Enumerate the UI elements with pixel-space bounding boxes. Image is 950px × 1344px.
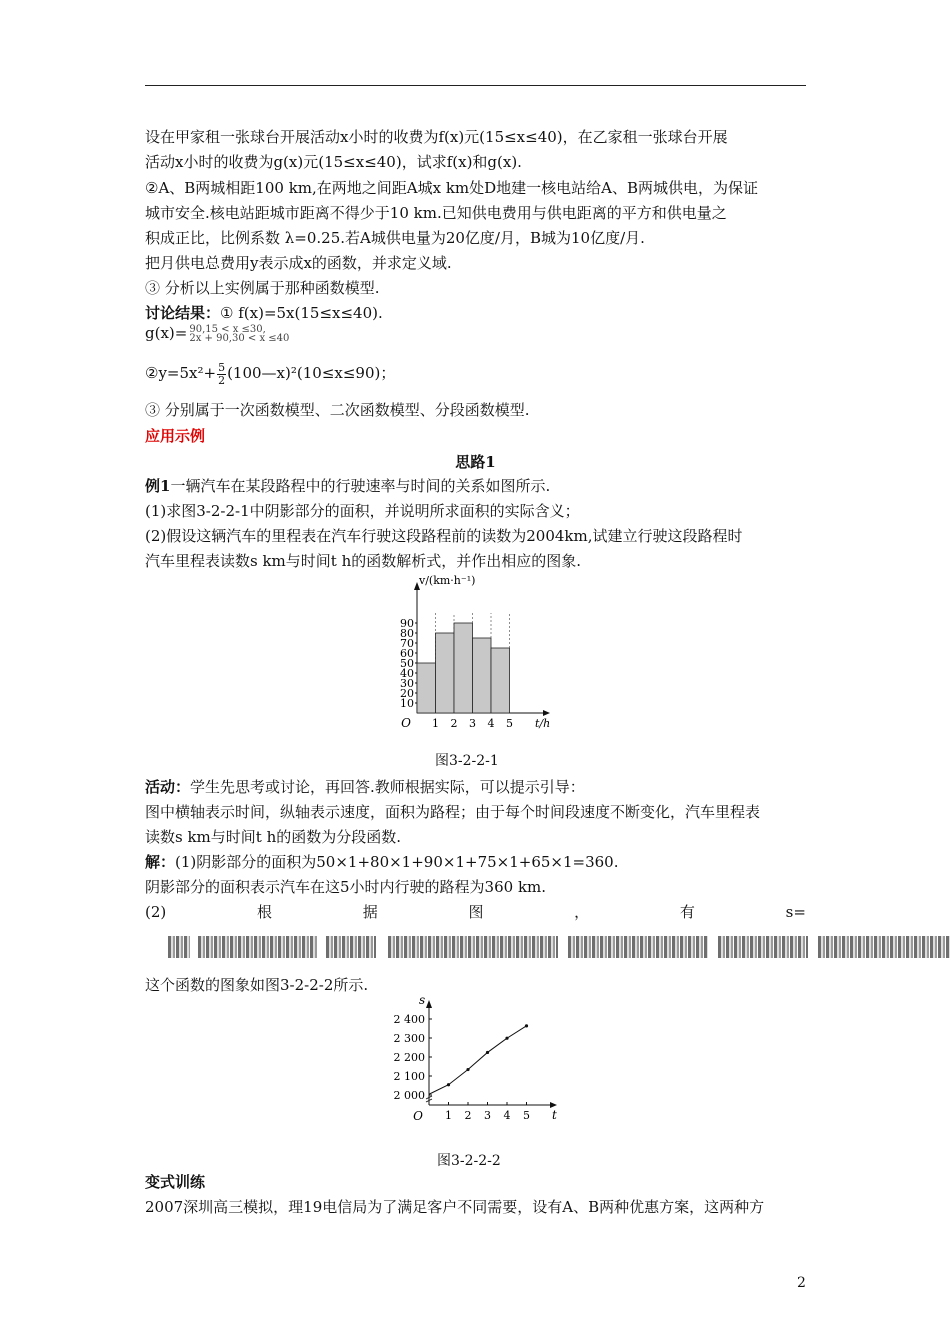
example-text: 一辆汽车在某段路程中的行驶速率与时间的关系如图所示. (170, 477, 551, 495)
solution (145, 852, 806, 872)
page-number: 2 (797, 1275, 806, 1291)
bar (491, 648, 510, 713)
speed-bar-chart (388, 572, 563, 732)
word: s= (785, 903, 806, 921)
text-line: 读数s km与时间t h的函数为分段函数. (145, 828, 402, 846)
g-prefix: g(x)= (145, 324, 188, 342)
data-point (447, 1083, 450, 1086)
spread-line (145, 902, 806, 922)
y-tick-label: 80 (400, 627, 414, 640)
word: 据 (362, 903, 378, 921)
text-line: 这个函数的图象如图3-2-2-2所示. (145, 976, 369, 994)
y-axis-label: v/(km·h⁻¹) (419, 574, 476, 587)
y-tick-label: 2 300 (393, 1032, 425, 1045)
piecewise-brace (189, 325, 289, 343)
y-tick-label: 30 (400, 677, 414, 690)
x-axis-arrow (543, 710, 550, 716)
origin-label: O (401, 716, 411, 730)
word: ， (574, 903, 590, 921)
section-heading: 应用示例 (145, 427, 206, 445)
y-tick-label: 60 (400, 647, 414, 660)
formula-part-a: ②y=5x²+ (145, 364, 217, 382)
formula-y (145, 360, 806, 387)
garbled-formula-image (168, 932, 950, 962)
data-point (505, 1037, 508, 1040)
solution-label: 解： (145, 853, 176, 871)
text-line: ③ 分析以上实例属于那种函数模型. (145, 279, 380, 297)
odometer-line-chart (378, 992, 568, 1126)
x-tick-label: 3 (484, 1109, 491, 1122)
text-line: (1)求图3-2-2-1中阴影部分的面积，并说明所求面积的实际含义； (145, 502, 580, 520)
bar (473, 638, 492, 713)
y-tick-label: 2 200 (393, 1051, 425, 1064)
activity-text: 学生先思考或讨论，再回答.教师根据实际，可以提示引导： (190, 778, 585, 796)
text-line: (2)假设这辆汽车的里程表在汽车行驶这段路程前的读数为2004km,试建立行驶这段路程时 (145, 527, 743, 545)
x-tick-label: 2 (464, 1109, 472, 1122)
text-line: 阴影部分的面积表示汽车在这5小时内行驶的路程为360 km. (145, 878, 547, 896)
x-tick-label: 2 (450, 717, 458, 730)
y-tick-label: 20 (400, 687, 414, 700)
y-axis-arrow (426, 1000, 432, 1008)
activity-label: 活动： (145, 778, 191, 796)
y-tick-label: 2 000 (393, 1089, 425, 1102)
piecewise-g (145, 323, 806, 343)
x-tick-label: 4 (503, 1109, 511, 1122)
y-tick-label: 40 (400, 667, 414, 680)
activity (145, 777, 806, 797)
example-label: 例1 (145, 477, 171, 495)
text-line: 2007深圳高三模拟，理19电信局为了满足客户不同需要，设有A、B两种优惠方案，这两种方 (145, 1198, 765, 1216)
y-tick-label: 2 100 (393, 1070, 425, 1083)
word: (2) (145, 903, 167, 921)
text-line: 设在甲家租一张球台开展活动x小时的收费为f(x)元(15≤x≤40)，在乙家租一张球台开展 (145, 128, 728, 146)
x-tick-label: 3 (469, 717, 476, 730)
formula-part-b: (100—x)²(10≤x≤90)； (227, 364, 396, 382)
header-rule (145, 85, 806, 86)
discussion-result (145, 303, 806, 323)
x-tick-label: 5 (523, 1109, 530, 1122)
fraction (217, 362, 226, 387)
y-tick-label: 10 (400, 697, 414, 710)
fraction-numerator: 5 (218, 360, 226, 374)
data-point (525, 1024, 528, 1027)
data-point (466, 1068, 469, 1071)
y-tick-label: 50 (400, 657, 414, 670)
y-axis-label: s (419, 993, 426, 1007)
g-case-2: 2x + 90,30 < x ≤40 (189, 333, 290, 344)
figure-caption-2: 图3-2-2-2 (437, 1153, 501, 1169)
text-line: 图中横轴表示时间，纵轴表示速度，面积为路程；由于每个时间段速度不断变化，汽车里程表 (145, 803, 761, 821)
text-line: 积成正比，比例系数 λ=0.25.若A城供电量为20亿度/月，B城为10亿度/月. (145, 229, 645, 247)
word: 有 (679, 903, 695, 921)
fraction-denominator: 2 (218, 373, 226, 387)
x-axis-label: t (552, 1108, 557, 1122)
bar (417, 663, 436, 713)
text-line: ③ 分别属于一次函数模型、二次函数模型、分段函数模型. (145, 401, 530, 419)
bar (454, 623, 473, 713)
discussion-label: 讨论结果： (145, 304, 221, 322)
word: 根 (256, 903, 272, 921)
example-1 (145, 476, 806, 496)
data-point (486, 1051, 489, 1054)
bar (436, 633, 455, 713)
x-tick-label: 5 (506, 717, 513, 730)
text-line: 把月供电总费用y表示成x的函数，并求定义域. (145, 254, 452, 272)
subheading: 思路1 (455, 453, 496, 471)
solution-text: (1)阴影部分的面积为50×1+80×1+90×1+75×1+65×1=360. (175, 853, 619, 871)
y-tick-label: 70 (400, 637, 414, 650)
text-line: 城市安全.核电站距城市距离不得少于10 km.已知供电费用与供电距离的平方和供电量之 (145, 204, 727, 222)
origin-label: O (413, 1109, 423, 1123)
g-case-1: 90,15 < x ≤30, (189, 324, 266, 335)
x-axis-label: t/h (535, 717, 551, 730)
x-tick-label: 1 (445, 1109, 452, 1122)
text-line: 活动x小时的收费为g(x)元(15≤x≤40)，试求f(x)和g(x). (145, 153, 522, 171)
y-tick-label: 2 400 (393, 1013, 425, 1026)
y-tick-label: 90 (400, 617, 414, 630)
variant-heading: 变式训练 (145, 1173, 206, 1191)
text-line: 汽车里程表读数s km与时间t h的函数解析式，并作出相应的图象. (145, 552, 582, 570)
x-tick-label: 4 (487, 717, 495, 730)
x-tick-label: 1 (432, 717, 439, 730)
text-line: ②A、B两城相距100 km,在两地之间距A城x km处D地建一核电站给A、B两城供电，为保证 (145, 179, 759, 197)
discussion-text: ① f(x)=5x(15≤x≤40). (220, 304, 383, 322)
word: 图 (468, 903, 484, 921)
series-line (429, 1026, 527, 1094)
figure-caption-1: 图3-2-2-1 (435, 753, 499, 769)
